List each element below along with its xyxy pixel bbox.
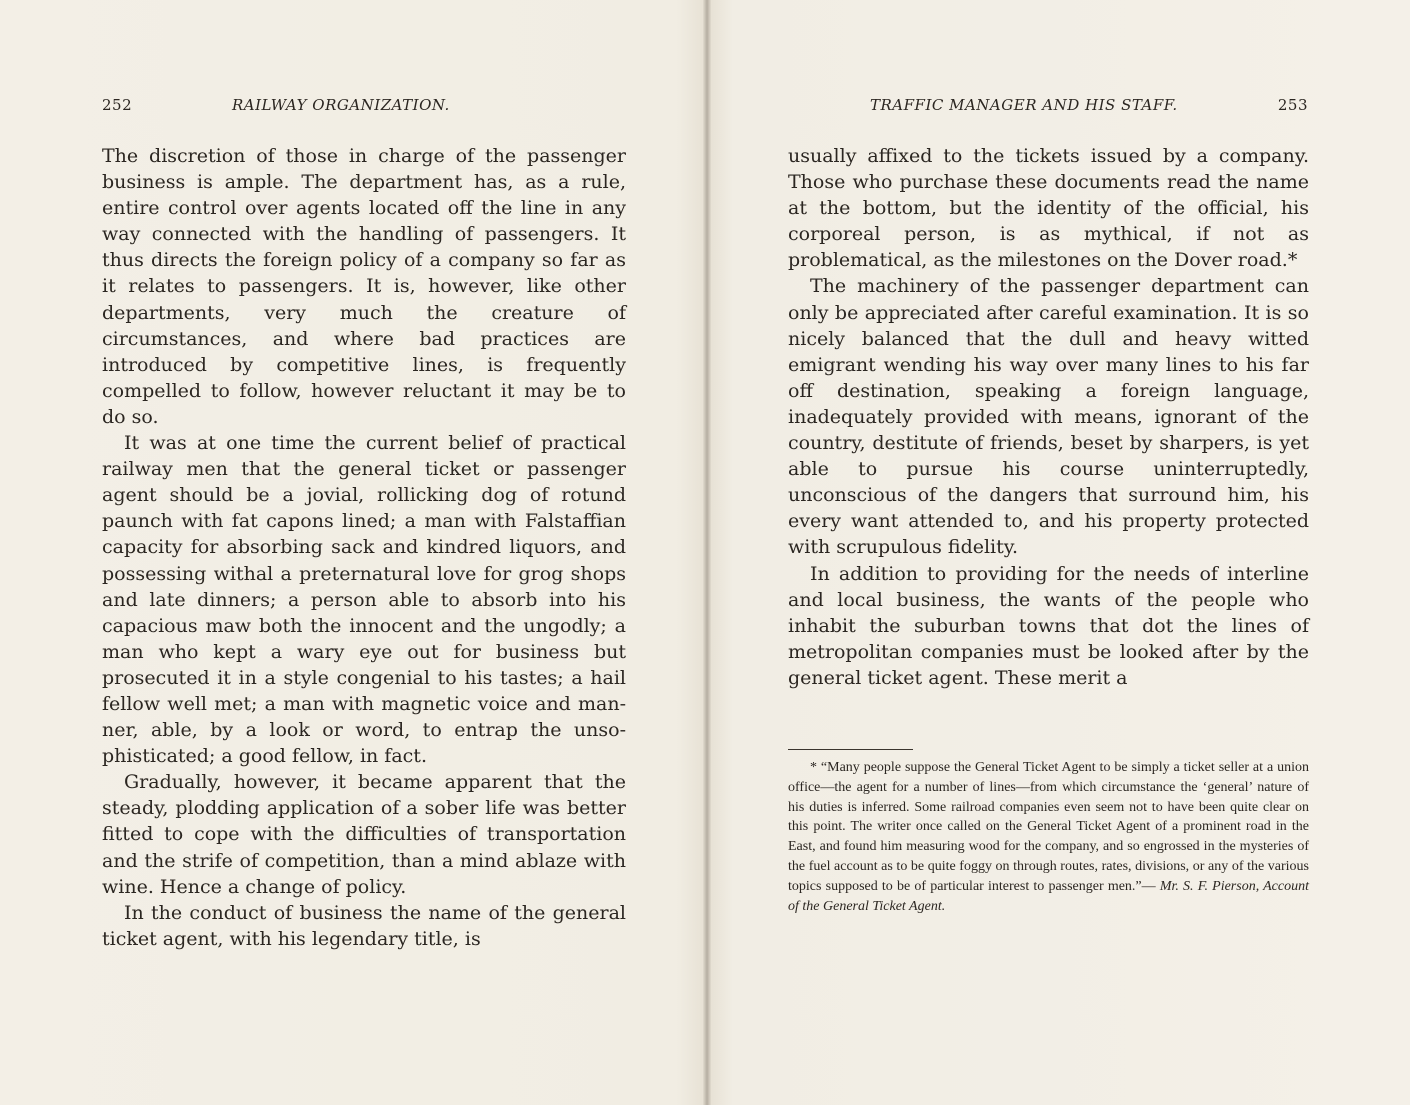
footnote — [788, 758, 1309, 916]
book-gutter — [703, 0, 711, 1105]
paragraph: In addition to providing for the needs of interline and local business, the wants of the people who inhabit the suburban towns that dot the lines of metropolitan companies must be looked after by the general ticket agent. These merit a — [788, 562, 1309, 689]
right-running-head — [788, 96, 1308, 120]
paragraph: The machinery of the passenger department can only be appreciated after careful examination. It is so nicely balanced that the dull and heavy witted emigrant wending his way over many lines to his far off destination, speaking a foreign language, inadequately provided with means, ignorant of the country, destitute of friends, beset by sharpers, is yet able to pursue his course uninterruptedly, unconscious of the dangers that surround him, his every want attended to, and his property protected with scrupulous fidelity. — [788, 275, 1309, 559]
left-running-title: RAILWAY ORGANIZATION. — [232, 96, 450, 114]
footnote-text: * “Many people suppose the General Ticket Agent to be simply a ticket seller at a union office—the agent for a number of lines—from which circumstance the ‘general’ nature of his duties is inferred. Some railroad companies even seem not to have been quite clear on this point. The writer once called on the General Ticket Agent of a prominent road in the East, and found him measuring wood for the company, and so engrossed in the mysteries of the fuel account as to be quite foggy on through routes, rates, divisions, or any of the various topics supposed to be of particular interest to passenger men.”— — [788, 760, 1309, 894]
paragraph: The discretion of those in charge of the passenger business is ample. The department has, as a rule, entire control over agents located off the line in any way connected with the handling of passengers. It thus directs the foreign policy of a company so far as it relates to passengers. It is, however, like other departments, very much the creature of circumstances, and where bad practices are introduced by competitive lines, is frequently compelled to follow, however reluctant it may be to do so. — [102, 145, 626, 428]
left-page — [0, 0, 703, 1105]
right-running-title: TRAFFIC MANAGER AND HIS STAFF. — [870, 96, 1178, 114]
left-body-text — [102, 143, 626, 952]
right-body-text — [788, 143, 1309, 691]
paragraph: It was at one time the current belief of practical railway men that the general ticket or passenger agent should be a jovial, rollicking dog of rotund paunch with fat capons lined; a man with Falstaffian capacity for absorbing sack and kindred liquors, and possessing withal a preternatural love for grog shops and late dinners; a person able to absorb into his capacious maw both the innocent and the ungodly; a man who kept a wary eye out for business but prosecuted it in a style congenial to his tastes; a hail fellow well met; a man with magnetic voice and manner, able, by a look or word, to entrap the unsophisticated; a good fellow, in fact. — [102, 432, 626, 768]
paragraph: usually affixed to the tickets issued by a company. Those who purchase these documents read the name at the bottom, but the identity of the official, his corporeal person, is as mythical, if not as problematical, as the milestones on the Dover road.* — [788, 145, 1309, 272]
paragraph: Gradually, however, it became apparent that the steady, plodding application of a sober life was better fitted to cope with the difficulties of transportation and the strife of competition, than a mind ablaze with wine. Hence a change of policy. — [102, 771, 626, 898]
right-page-number: 253 — [1277, 96, 1308, 114]
left-running-head — [102, 96, 629, 120]
footnote-rule — [788, 749, 913, 750]
footnote-attribution: Mr. S. F. Pierson, Account of the General Ticket Agent. — [788, 878, 1309, 914]
right-page — [711, 0, 1410, 1105]
paragraph: In the conduct of business the name of the general ticket agent, with his legendary title, is — [102, 901, 626, 950]
left-page-number: 252 — [102, 96, 133, 114]
